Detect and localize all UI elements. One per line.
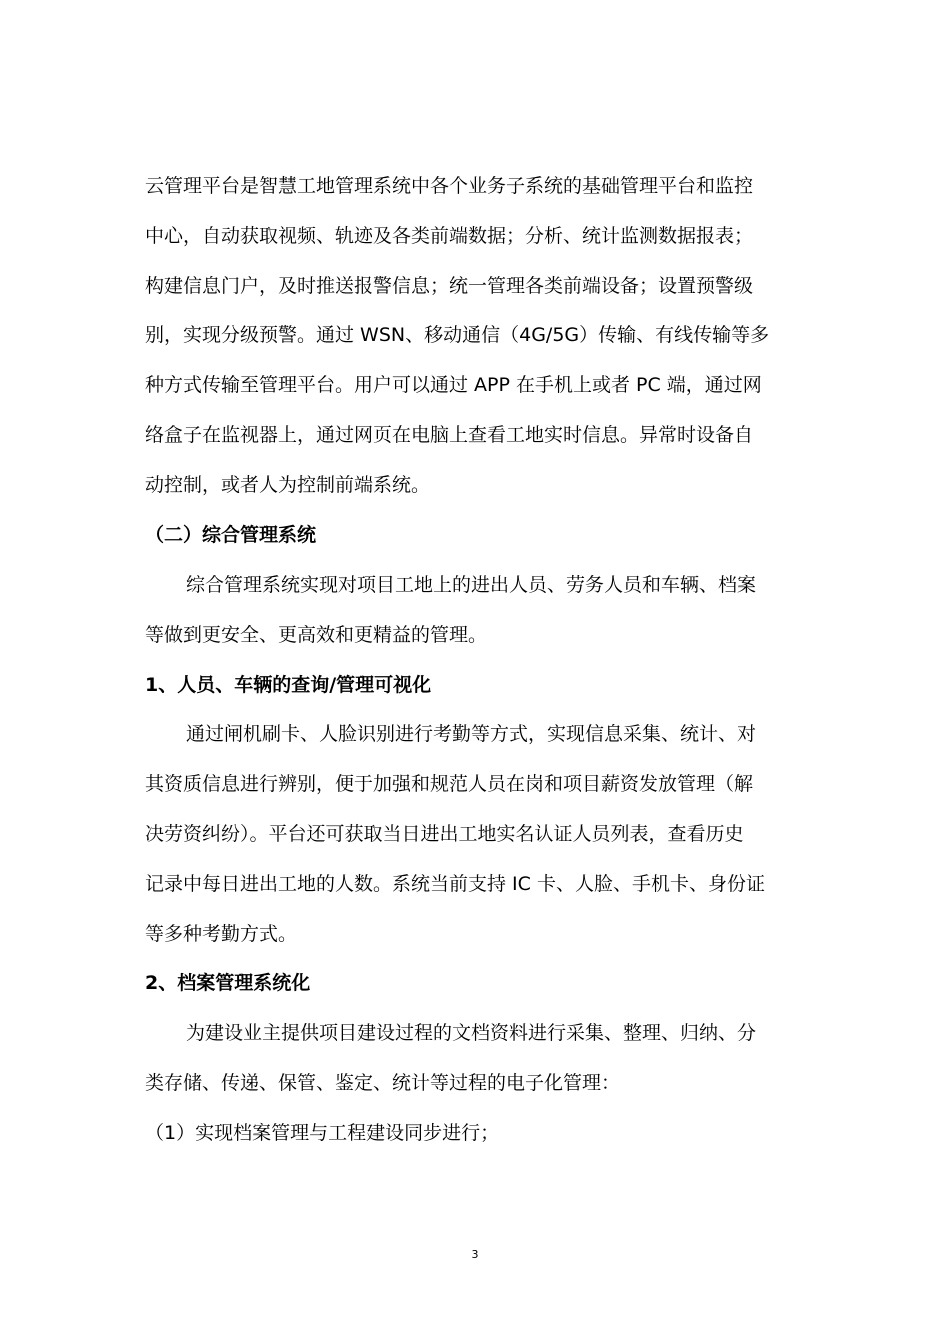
paragraph-line: （1）实现档案管理与工程建设同步进行；: [145, 1122, 500, 1144]
paragraph-line: 构建信息门户，及时推送报警信息；统一管理各类前端设备；设置预警级: [145, 275, 754, 297]
paragraph-line: 云管理平台是智慧工地管理系统中各个业务子系统的基础管理平台和监控: [145, 175, 754, 197]
paragraph-line: 类存储、传递、保管、鉴定、统计等过程的电子化管理：: [145, 1072, 621, 1094]
paragraph-line: 综合管理系统实现对项目工地上的进出人员、劳务人员和车辆、档案: [186, 574, 757, 596]
section-heading: （二）综合管理系统: [145, 524, 317, 546]
paragraph-line: 通过闸机刷卡、人脸识别进行考勤等方式，实现信息采集、统计、对: [186, 723, 757, 745]
paragraph-line: 记录中每日进出工地的人数。系统当前支持 IC 卡、人脸、手机卡、身份证: [145, 873, 765, 895]
paragraph-line: 等多种考勤方式。: [145, 923, 298, 945]
paragraph-line: 决劳资纠纷）。平台还可获取当日进出工地实名认证人员列表，查看历史: [145, 823, 744, 845]
page-number: 3: [471, 1248, 479, 1261]
paragraph-line: 等做到更安全、更高效和更精益的管理。: [145, 624, 488, 646]
paragraph-line: 络盒子在监视器上，通过网页在电脑上查看工地实时信息。异常时设备自: [145, 424, 754, 446]
paragraph-line: 中心，自动获取视频、轨迹及各类前端数据；分析、统计监测数据报表；: [145, 225, 754, 247]
subsection-heading: 1、人员、车辆的查询/管理可视化: [145, 674, 432, 696]
paragraph-line: 别，实现分级预警。通过 WSN、移动通信（4G/5G）传输、有线传输等多: [145, 324, 770, 346]
paragraph-line: 为建设业主提供项目建设过程的文档资料进行采集、整理、归纳、分: [186, 1022, 757, 1044]
paragraph-line: 其资质信息进行辨别，便于加强和规范人员在岗和项目薪资发放管理（解: [145, 773, 754, 795]
paragraph-line: 种方式传输至管理平台。用户可以通过 APP 在手机上或者 PC 端，通过网: [145, 374, 762, 396]
paragraph-line: 动控制，或者人为控制前端系统。: [145, 474, 431, 496]
subsection-heading: 2、档案管理系统化: [145, 972, 311, 994]
